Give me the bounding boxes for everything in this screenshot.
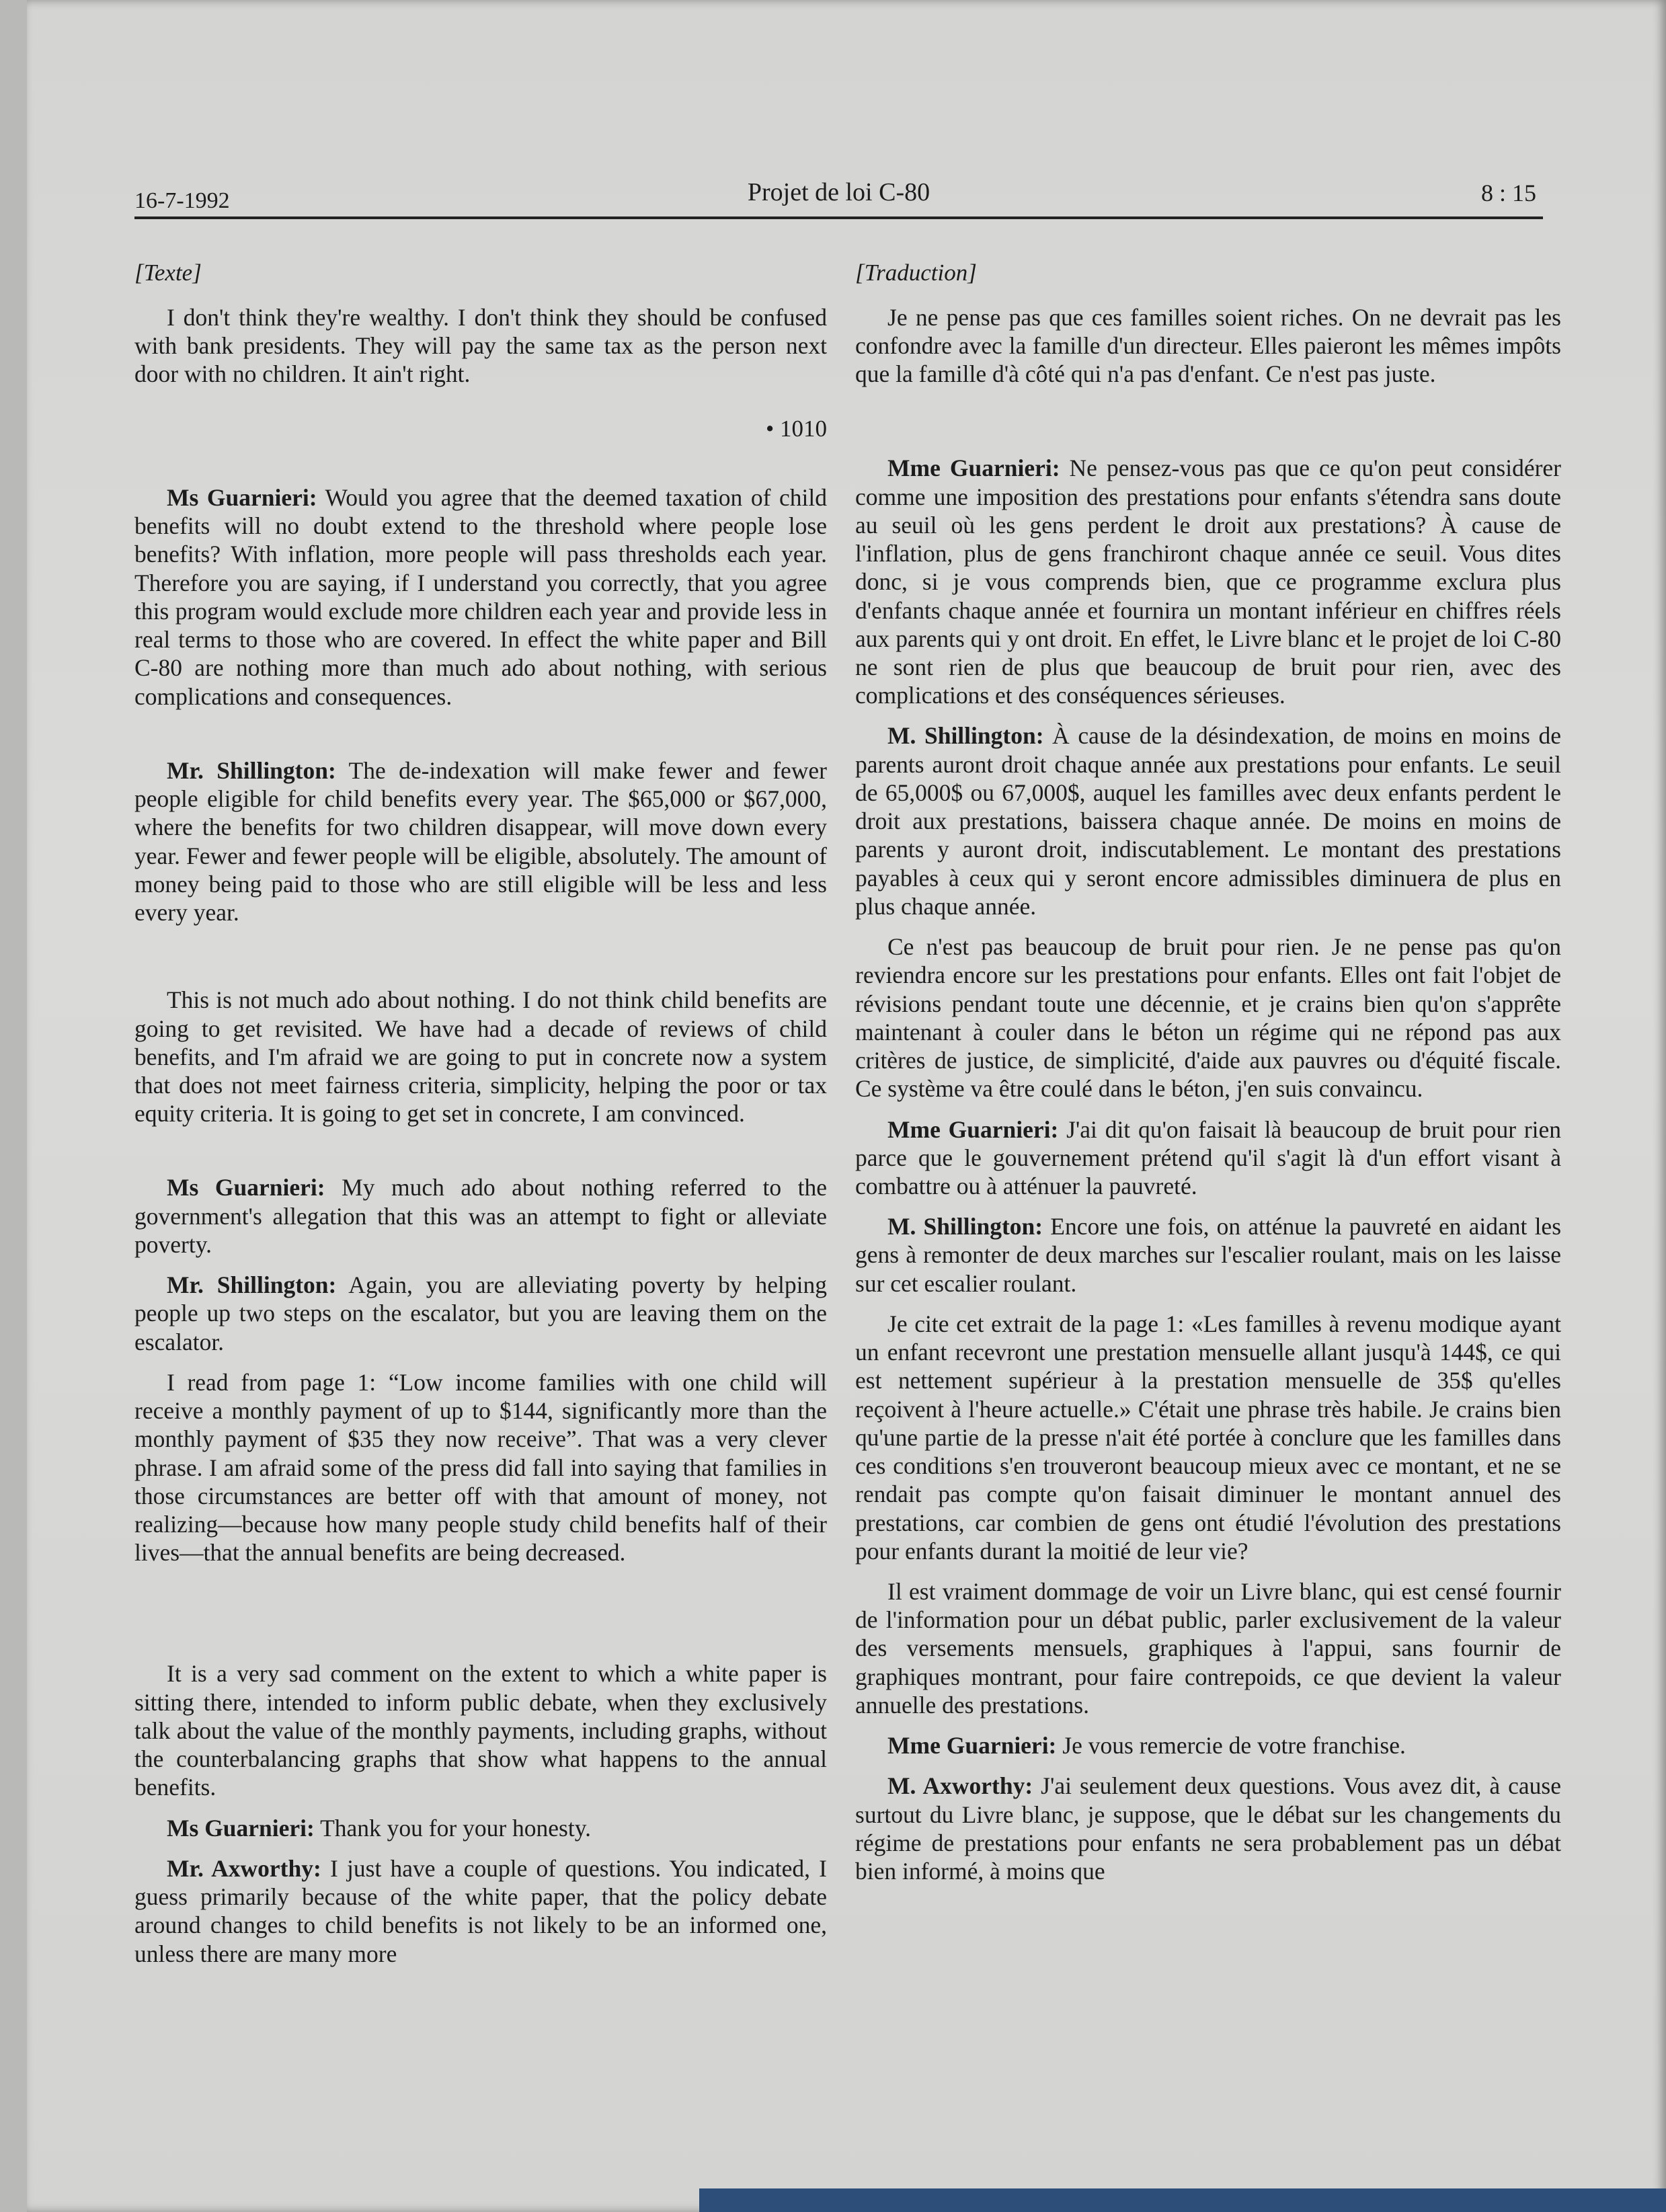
- speaker-name: Mr. Shillington:: [167, 756, 336, 784]
- speech-text: Thank you for your honesty.: [314, 1814, 592, 1842]
- paragraph: [855, 1731, 1561, 1760]
- background-strip: [699, 2188, 1666, 2212]
- paragraph: [855, 1772, 1561, 1885]
- speaker-name: M. Axworthy:: [887, 1772, 1033, 1800]
- header-date: 16-7-1992: [134, 188, 230, 213]
- speech-text: À cause de la désindexation, de moins en moins de parents auront droit chaque année aux prestations pour enfants. Le seuil de 65,000$ ou 67,000$, auquel les familles avec deux enfants perdent le droit aux prestations, baissera chaque année. De moins en moins de parents y auront droit, indiscutablement. Le montant des prestations payables à ceux qui y seront encore admissibles diminuera de plus en plus chaque année.: [855, 722, 1562, 920]
- paragraph: [134, 1173, 827, 1259]
- paragraph: I read from page 1: “Low income families with one child will receive a monthly payment of up to $144, significantly more than the monthly payment of $35 they now receive”. That was a very clever phrase. I am afraid some of the press did fall into saying that families in those circumstances are better off with that amount of money, not realizing—because how many people study child benefits half of their lives—that the annual benefits are being decreased.: [134, 1368, 827, 1567]
- speaker-name: Ms Guarnieri:: [167, 1174, 325, 1201]
- speech-text: Je vous remercie de votre franchise.: [1056, 1732, 1406, 1760]
- speech-text: Again, you are alleviating poverty by helping people up two steps on the escalator, but you are leaving them on the escalator.: [134, 1271, 827, 1355]
- paragraph: [855, 1212, 1561, 1298]
- speaker-name: Mme Guarnieri:: [887, 1732, 1057, 1760]
- paragraph: [134, 483, 827, 711]
- paragraph: Je ne pense pas que ces familles soient riches. On ne devrait pas les confondre avec la famille d'un directeur. Elles paieront les mêmes impôts que la famille d'à côté qui n'a pas d'enfant. Ce n'est pas juste.: [855, 303, 1561, 388]
- speaker-name: Mme Guarnieri:: [887, 1115, 1059, 1143]
- paragraph: I don't think they're wealthy. I don't think they should be confused with bank presidents. They will pay the same tax as the person next door with no children. It ain't right.: [134, 303, 827, 388]
- paragraph: Ce n'est pas beaucoup de bruit pour rien. Je ne pense pas qu'on reviendra encore sur les prestations pour enfants. Elles ont fait l'objet de révisions pendant toute une décennie, et je crains bien qu'on s'apprête maintenant à couler dans le béton un régime qui ne répond pas aux critères de justice, de simplicité, d'aide aux pauvres ou d'équité fiscale. Ce système va être coulé dans le béton, j'en suis convaincu.: [855, 933, 1561, 1103]
- paragraph: It is a very sad comment on the extent to which a white paper is sitting there, intended to inform public debate, when they exclusively talk about the value of the monthly payments, including graphs, without the counterbalancing graphs that show what happens to the annual benefits.: [134, 1660, 827, 1801]
- speech-text: Encore une fois, on atténue la pauvreté en aidant les gens à remonter de deux marches sur l'escalier roulant, mais on les laisse sur cet escalier roulant.: [855, 1213, 1562, 1297]
- language-tag: [Texte]: [134, 260, 202, 286]
- english-column: [134, 259, 827, 1980]
- language-tag: [Traduction]: [855, 260, 977, 286]
- paragraph: Je cite cet extrait de la page 1: «Les familles à revenu modique ayant un enfant recevront une prestation mensuelle allant jusqu'à 144$, ce qui est nettement supérieur à la prestation mensuelle de 35$ qu'elles reçoivent à l'heure actuelle.» C'était une phrase très habile. Je crains bien qu'une partie de la presse n'ait été portée à conclure que les familles dans ces conditions s'en trouveront beaucoup mieux avec ce montant, et ne se rendait pas compte qu'on faisait diminuer le montant annuel des prestations, car combien de gens ont étudié l'évolution des prestations pour enfants durant la moitié de leur vie?: [855, 1310, 1561, 1565]
- paragraph: [134, 756, 827, 926]
- speaker-name: M. Shillington:: [887, 722, 1044, 750]
- speech-text: J'ai dit qu'on faisait là beaucoup de bruit pour rien parce que le gouvernement prétend qu'il s'agit là d'un effort visant à combattre ou à atténuer la pauvreté.: [855, 1115, 1561, 1199]
- header-title: Projet de loi C-80: [747, 178, 930, 206]
- speaker-name: Mr. Shillington:: [167, 1271, 337, 1299]
- speech-text: The de-indexation will make fewer and fewer people eligible for child benefits every year. The $65,000 or $67,000, where the benefits for two children disappear, will move down every year. Fewer and fewer people will be eligible, absolutely. The amount of money being paid to those who are still eligible will be less and less every year.: [134, 756, 827, 926]
- header-page-number: 8 : 15: [1480, 180, 1536, 206]
- time-marker: • 1010: [765, 416, 827, 442]
- speaker-name: Ms Guarnieri:: [167, 1814, 315, 1842]
- speech-text: Ne pensez-vous pas que ce qu'on peut considérer comme une imposition des prestations pour enfants s'étendra sans doute au seuil où les gens perdent le droit aux prestations? À cause de l'inflation, plus de gens franchiront chaque année ce seuil. Vous dites donc, si je vous comprends bien, que ce programme exclura plus d'enfants chaque année et fournira un montant inférieur en chiffres réels aux parents qui y ont droit. En effet, le Livre blanc et le projet de loi C-80 ne sont rien de plus que beaucoup de bruit pour rien, avec des complications et des conséquences sérieuses.: [855, 455, 1561, 709]
- paragraph: [855, 721, 1561, 920]
- page-edge: [0, 0, 27, 2212]
- speaker-name: M. Shillington:: [887, 1213, 1043, 1240]
- speaker-name: Mr. Axworthy:: [167, 1854, 321, 1882]
- paragraph: This is not much ado about nothing. I do not think child benefits are going to get revisited. We have had a decade of reviews of child benefits, and I'm afraid we are going to put in concrete now a system that does not meet fairness criteria, simplicity, helping the poor or tax equity criteria. It is going to get set in concrete, I am convinced.: [134, 986, 827, 1128]
- speech-text: Would you agree that the deemed taxation of child benefits will no doubt extend to the threshold where people lose benefits? With inflation, more people will pass thresholds each year. Therefore you are saying, if I understand you correctly, that you agree this program would exclude more children each year and provide less in real terms to those who are covered. In effect the white paper and Bill C-80 are nothing more than much ado about nothing, with serious complications and consequences.: [134, 483, 827, 710]
- page-header: [134, 176, 1543, 219]
- speaker-name: Mme Guarnieri:: [887, 455, 1060, 482]
- paragraph: [134, 1854, 827, 1968]
- paragraph: [134, 1814, 827, 1842]
- speaker-name: Ms Guarnieri:: [167, 483, 317, 511]
- french-column: [855, 259, 1561, 1897]
- paragraph: [134, 1271, 827, 1356]
- paragraph: [855, 1115, 1561, 1201]
- paragraph: [855, 454, 1561, 709]
- paragraph: Il est vraiment dommage de voir un Livre blanc, qui est censé fournir de l'information pour un débat public, parler exclusivement de la valeur des versements mensuels, graphiques à l'appui, sans fournir de graphiques montrant, pour faire contrepoids, ce que devient la valeur annuelle des prestations.: [855, 1578, 1561, 1719]
- speech-text: My much ado about nothing referred to the government's allegation that this was an attempt to fight or alleviate poverty.: [134, 1174, 827, 1258]
- speech-text: J'ai seulement deux questions. Vous avez dit, à cause surtout du Livre blanc, je suppose, que le débat sur les changements du régime de prestations pour enfants ne sera probablement pas un débat bien informé, à moins que: [855, 1772, 1561, 1885]
- speech-text: I just have a couple of questions. You indicated, I guess primarily because of the white paper, that the policy debate around changes to child benefits is not likely to be an informed one, unless there are many more: [134, 1854, 827, 1967]
